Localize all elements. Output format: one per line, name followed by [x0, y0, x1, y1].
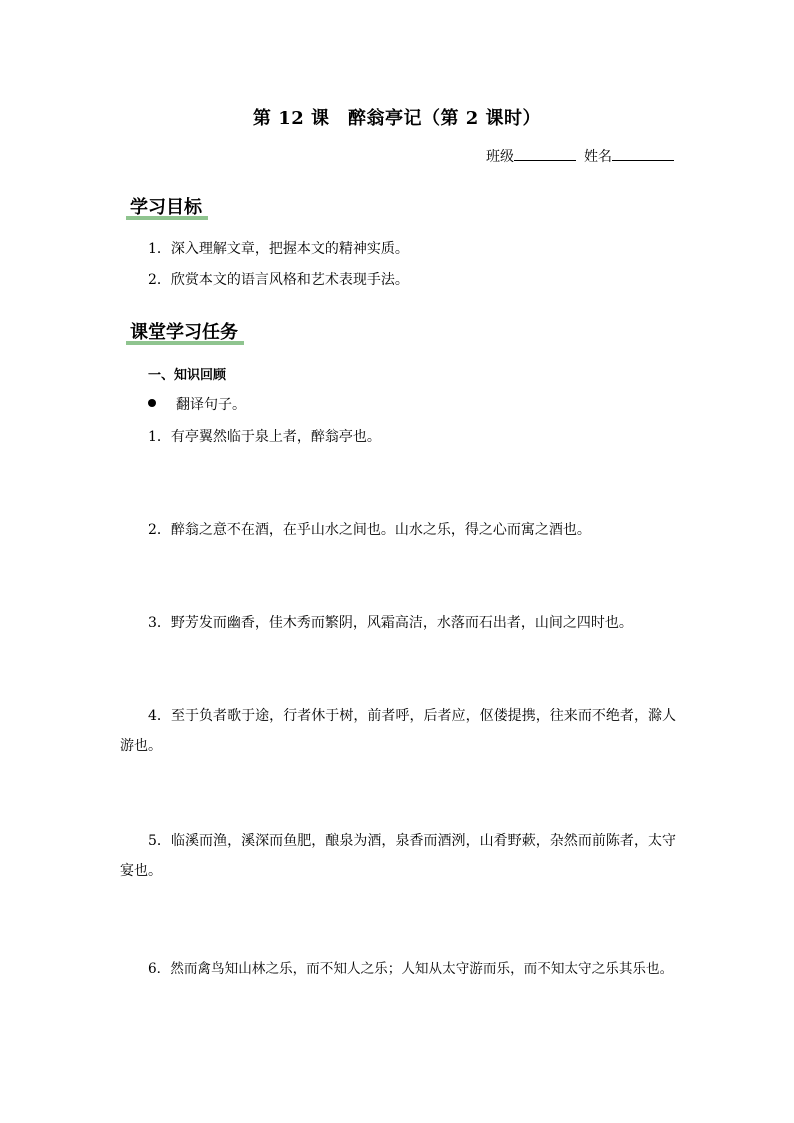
bullet-instruction: 翻译句子。 [176, 397, 246, 413]
sentence-item: 5．临溪而渔，溪深而鱼肥，酿泉为酒，泉香而酒洌，山肴野蔌，杂然而前陈者，太守宴也。 [120, 833, 676, 879]
class-label: 班级 [486, 149, 514, 165]
subheading-review: 一、知识回顾 [148, 368, 227, 383]
sentence-item: 4．至于负者歌于途，行者休于树，前者呼，后者应，伛偻提携，往来而不绝者，滁人游也。 [120, 708, 676, 754]
name-blank[interactable] [612, 146, 674, 161]
bullet-icon [148, 399, 156, 407]
sentence-item: 1．有亭翼然临于泉上者，醉翁亭也。 [148, 429, 381, 445]
section-heading-objectives: 学习目标 [126, 193, 208, 220]
objective-item: 2．欣赏本文的语言风格和艺术表现手法。 [148, 272, 409, 288]
class-blank[interactable] [514, 146, 576, 161]
name-label: 姓名 [584, 149, 612, 165]
section-heading-tasks: 课堂学习任务 [126, 318, 244, 345]
page-title: 第 12 课 醉翁亭记（第 2 课时） [252, 108, 542, 129]
class-name-line [486, 146, 674, 166]
objective-item: 1．深入理解文章，把握本文的精神实质。 [148, 241, 409, 257]
sentence-item: 2．醉翁之意不在酒，在乎山水之间也。山水之乐，得之心而寓之酒也。 [148, 522, 591, 538]
sentence-item: 3．野芳发而幽香，佳木秀而繁阴，风霜高洁，水落而石出者，山间之四时也。 [148, 615, 633, 631]
sentence-item: 6．然而禽鸟知山林之乐，而不知人之乐；人知从太守游而乐，而不知太守之乐其乐也。 [148, 961, 674, 977]
